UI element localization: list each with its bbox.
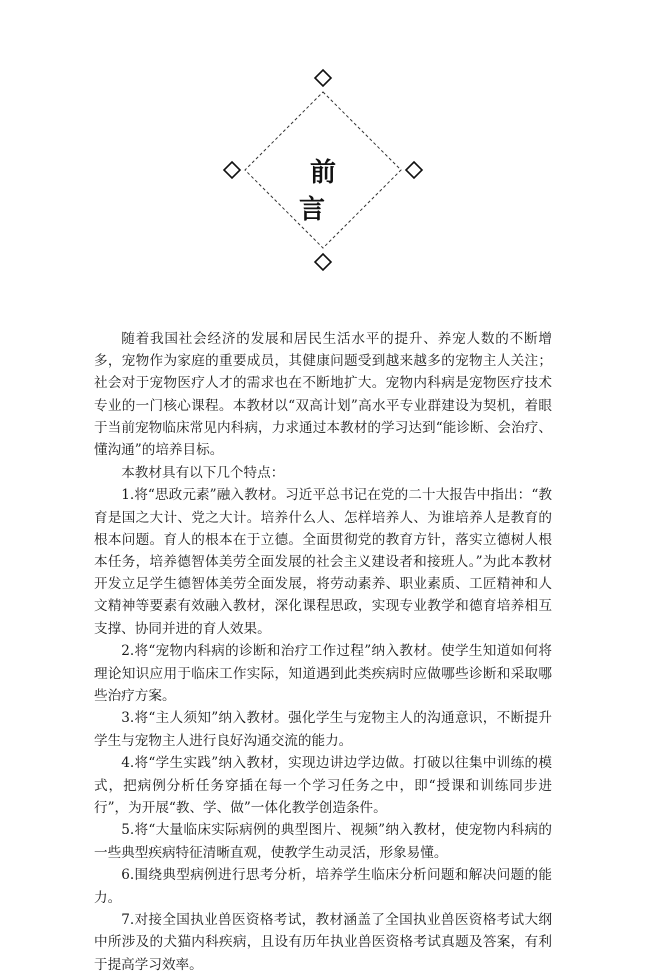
preface-body [94,328,552,976]
top-diamond-icon [315,70,331,86]
paragraph-feature-3: 3.将“主人须知”纳入教材。强化学生与宠物主人的沟通意识，不断提升学生与宠物主人进行良好沟通交流的能力。 [94,710,552,749]
left-diamond-icon [224,162,240,178]
paragraph-feature-4: 4.将“学生实践”纳入教材，实现边讲边学边做。打破以往集中训练的模式，把病例分析任务穿插在每一个学习任务之中，即“授课和训练同步进行”，为开展“教、学、做”一体化教学创造条件。 [94,755,552,816]
right-diamond-icon [406,162,422,178]
paragraph-feature-5: 5.将“大量临床实际病例的典型图片、视频”纳入教材，使宠物内科病的一些典型疾病特征清晰直观，使教学生动灵活，形象易懂。 [94,822,552,861]
paragraph-feature-1: 1.将“思政元素”融入教材。习近平总书记在党的二十大报告中指出：“教育是国之大计、党之大计。培养什么人、怎样培养人、为谁培养人是教育的根本问题。育人的根本在于立德。全面贯彻党的教育方针，落实立德树人根本任务，培养德智体美劳全面发展的社会主义建设者和接班人。”为此本教材开发立足学生德智体美劳全面发展，将劳动素养、职业素质、工匠精神和人文精神等要素有效融入教材，深化课程思政，实现专业教学和德育培养相互支撑、协同并进的育人效果。 [94,487,552,637]
paragraph-features-heading: 本教材具有以下几个特点： [121,464,285,481]
title-ornament [0,0,646,280]
page-title: 前 言 [298,158,358,225]
diamond-frame [0,0,646,280]
paragraph-feature-7: 7.对接全国执业兽医资格考试，教材涵盖了全国执业兽医资格考试大纲中所涉及的犬猫内科疾病，且设有历年执业兽医资格考试真题及答案，有利于提高学习效率。 [94,912,552,973]
paragraph-intro: 随着我国社会经济的发展和居民生活水平的提升、养宠人数的不断增多，宠物作为家庭的重要成员，其健康问题受到越来越多的宠物主人关注；社会对于宠物医疗人才的需求也在不断地扩大。宠物内科病是宠物医疗技术专业的一门核心课程。本教材以“双高计划”高水平专业群建设为契机，着眼于当前宠物临床常见内科病，力求通过本教材的学习达到“能诊断、会治疗、懂沟通”的培养目标。 [94,331,552,459]
bottom-diamond-icon [315,254,331,270]
paragraph-feature-6: 6.围绕典型病例进行思考分析，培养学生临床分析问题和解决问题的能力。 [94,867,552,906]
paragraph-feature-2: 2.将“宠物内科病的诊断和治疗工作过程”纳入教材。使学生知道如何将理论知识应用于临床工作实际，知道遇到此类疾病时应做哪些诊断和采取哪些治疗方案。 [94,643,552,704]
